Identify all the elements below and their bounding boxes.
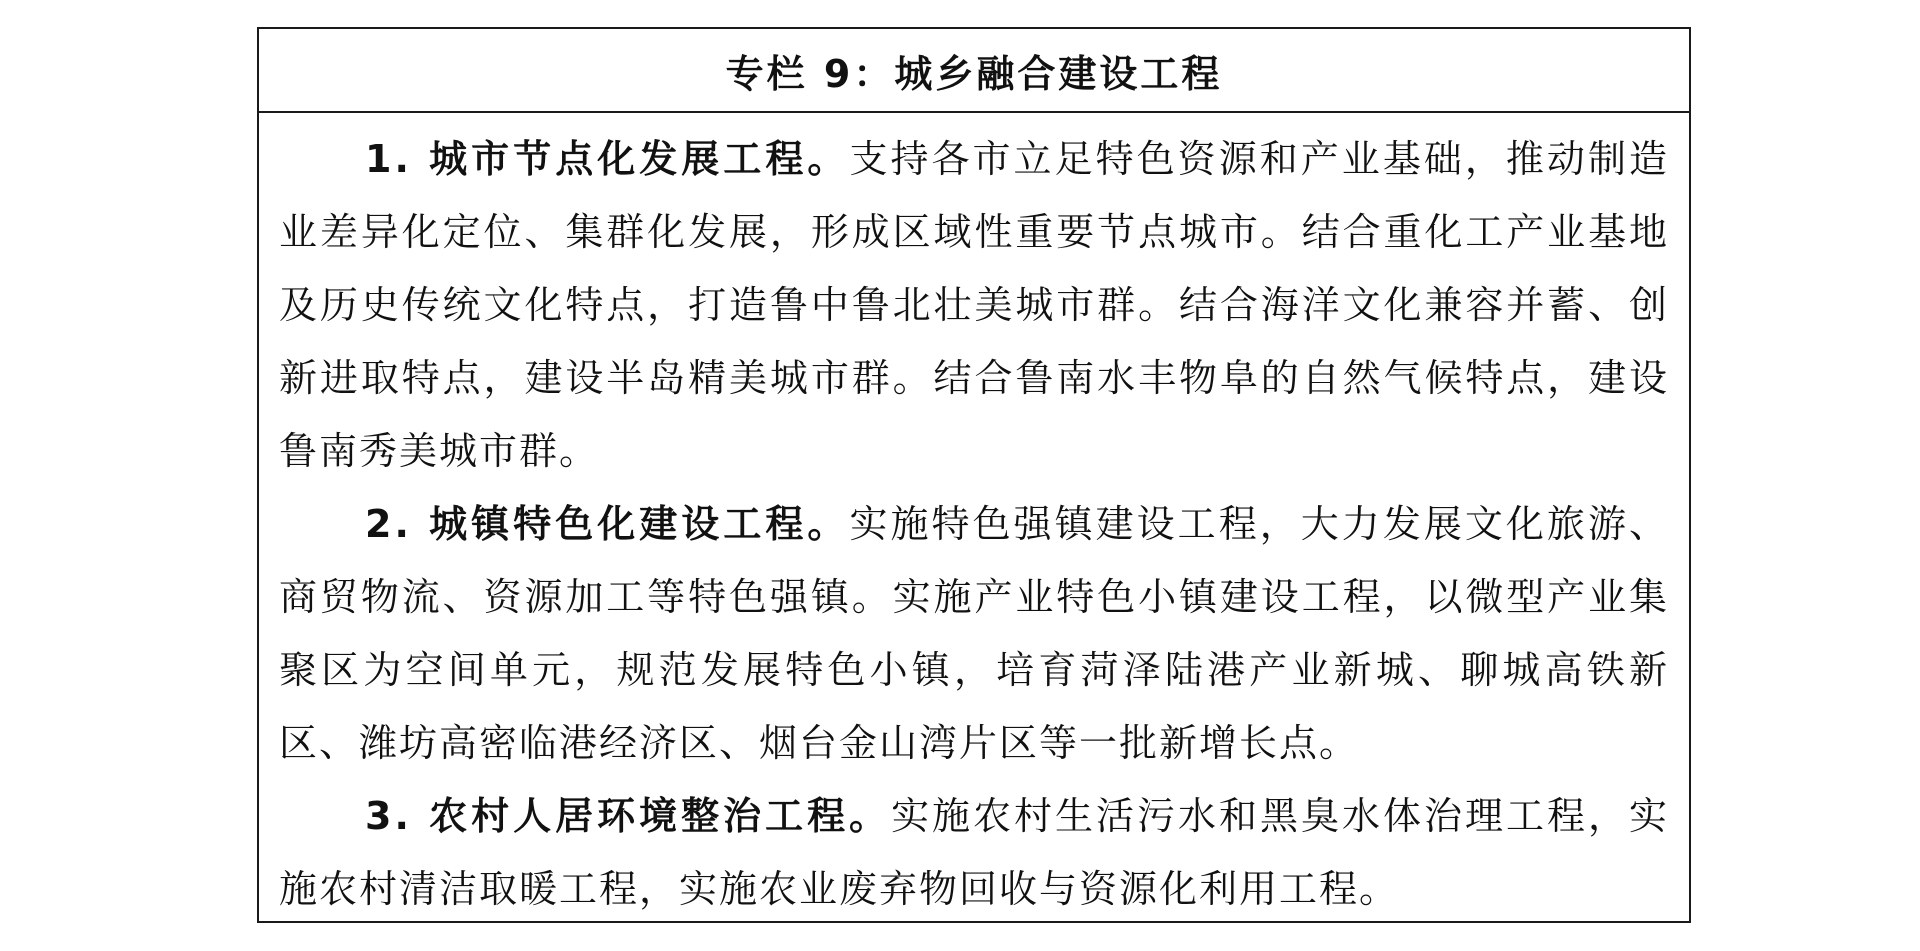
project-item-2 xyxy=(279,488,1669,780)
column-panel xyxy=(257,27,1691,923)
project-item-2-heading: 2. 城镇特色化建设工程。 xyxy=(365,502,850,546)
project-item-3 xyxy=(279,780,1669,926)
project-item-1-heading: 1. 城市节点化发展工程。 xyxy=(365,137,850,181)
panel-title: 专栏 9：城乡融合建设工程 xyxy=(259,29,1689,113)
project-item-3-heading: 3. 农村人居环境整治工程。 xyxy=(365,794,892,838)
project-item-1 xyxy=(279,123,1669,488)
panel-body xyxy=(259,113,1689,926)
project-item-1-text: 支持各市立足特色资源和产业基础，推动制造业差异化定位、集群化发展，形成区域性重要节点城市。结合重化工产业基地及历史传统文化特点，打造鲁中鲁北壮美城市群。结合海洋文化兼容并蓄、创新进取特点，建设半岛精美城市群。结合鲁南水丰物阜的自然气候特点，建设鲁南秀美城市群。 xyxy=(279,137,1669,473)
project-item-2-text: 实施特色强镇建设工程，大力发展文化旅游、商贸物流、资源加工等特色强镇。实施产业特色小镇建设工程，以微型产业集聚区为空间单元，规范发展特色小镇，培育菏泽陆港产业新城、聊城高铁新区、潍坊高密临港经济区、烟台金山湾片区等一批新增长点。 xyxy=(279,502,1669,765)
project-item-3-text: 实施农村生活污水和黑臭水体治理工程，实施农村清洁取暖工程，实施农业废弃物回收与资源化利用工程。 xyxy=(279,794,1669,911)
